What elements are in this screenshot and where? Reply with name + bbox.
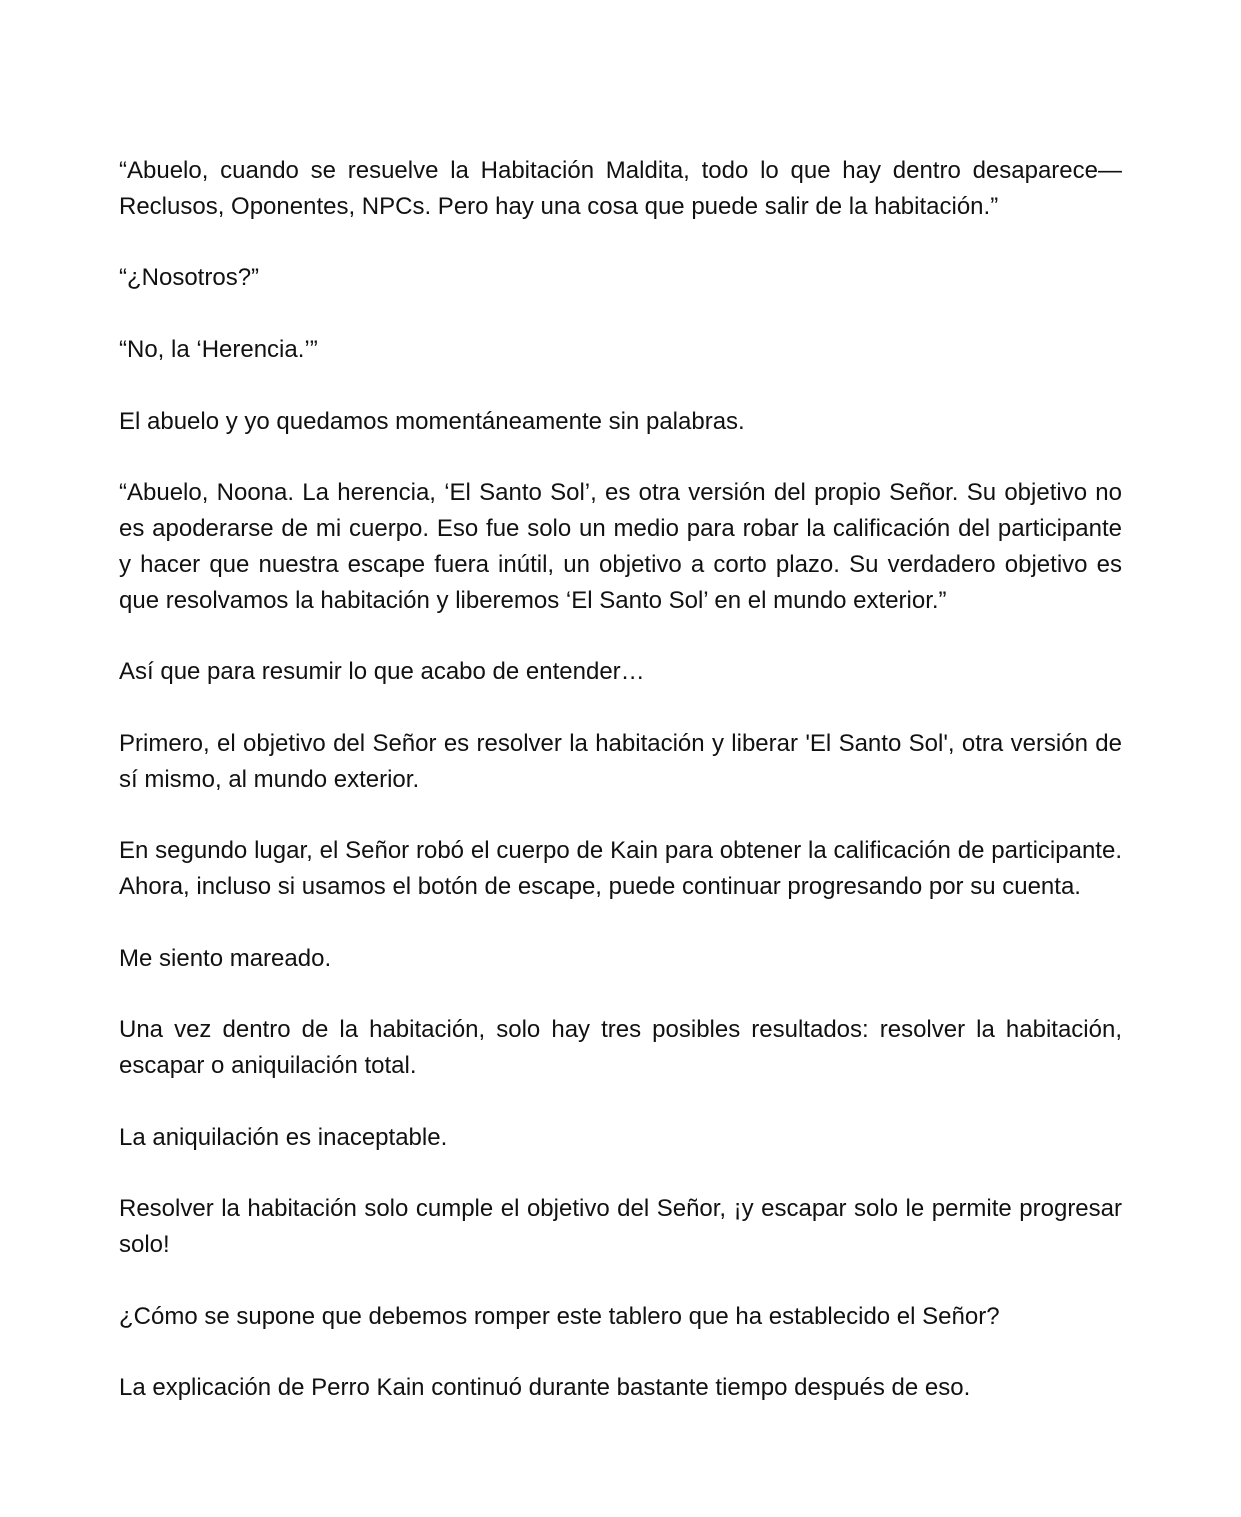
paragraph: ¿Cómo se supone que debemos romper este tablero que ha establecido el Señor?: [119, 1302, 1000, 1330]
paragraph: “No, la ‘Herencia.’”: [119, 335, 318, 363]
paragraph: La aniquilación es inaceptable.: [119, 1123, 448, 1151]
paragraph: Me siento mareado.: [119, 944, 332, 972]
paragraph: Primero, el objetivo del Señor es resolver la habitación y liberar 'El Santo Sol', otra versión de sí mismo, al mundo exterior.: [119, 729, 1122, 793]
paragraph: El abuelo y yo quedamos momentáneamente sin palabras.: [119, 407, 745, 435]
paragraph: La explicación de Perro Kain continuó durante bastante tiempo después de eso.: [119, 1374, 971, 1402]
paragraph: Resolver la habitación solo cumple el objetivo del Señor, ¡y escapar solo le permite progresar solo!: [119, 1195, 1122, 1258]
paragraph: Así que para resumir lo que acabo de entender…: [119, 658, 645, 686]
paragraph: “Abuelo, cuando se resuelve la Habitación Maldita, todo lo que hay dentro desaparece—Reclusos, Oponentes, NPCs. Pero hay una cosa que puede salir de la habitación.”: [119, 157, 1122, 220]
paragraph: “Abuelo, Noona. La herencia, ‘El Santo Sol’, es otra versión del propio Señor. Su objetivo no es apoderarse de mi cuerpo. Eso fue solo un medio para robar la calificación del participante y hacer que nuestra escape fuera inútil, un objetivo a corto plazo. Su verdadero objetivo es que resolvamos la habitación y liberemos ‘El Santo Sol’ en el mundo exterior.”: [119, 479, 1122, 614]
document-page: [119, 153, 1122, 1442]
paragraph: Una vez dentro de la habitación, solo hay tres posibles resultados: resolver la habitación, escapar o aniquilación total.: [119, 1016, 1122, 1079]
paragraph: En segundo lugar, el Señor robó el cuerpo de Kain para obtener la calificación de participante. Ahora, incluso si usamos el botón de escape, puede continuar progresando por su cuenta.: [119, 837, 1122, 900]
paragraph: “¿Nosotros?”: [119, 264, 260, 292]
